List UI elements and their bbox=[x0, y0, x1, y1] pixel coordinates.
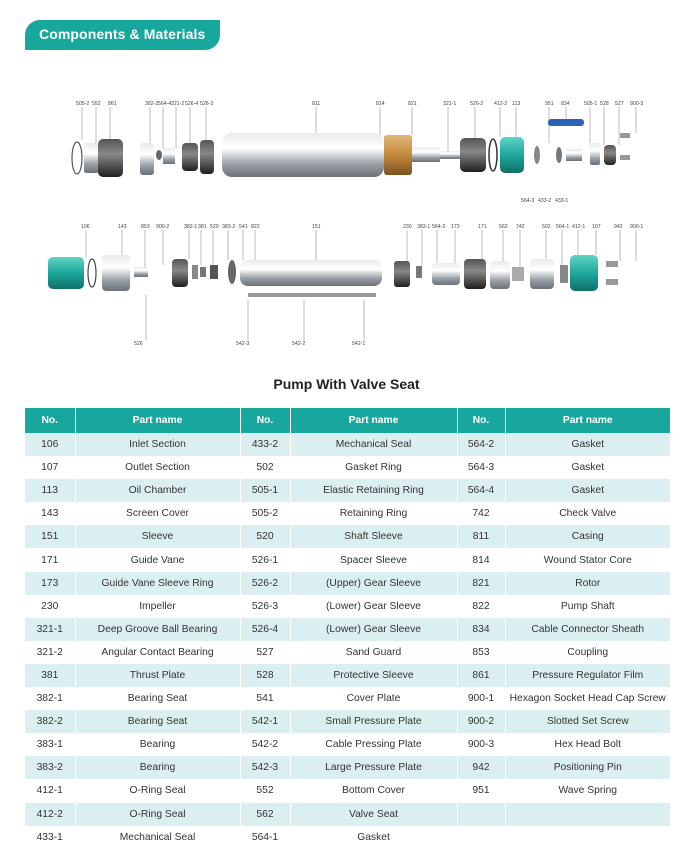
table-row bbox=[25, 525, 670, 548]
part-number-cell: 106 bbox=[25, 433, 75, 456]
part-name-cell: Hexagon Socket Head Cap Screw bbox=[505, 687, 670, 710]
diagram-label: 900-2 bbox=[156, 224, 170, 230]
part-number-cell: 541 bbox=[240, 687, 290, 710]
diagram-label: 107 bbox=[592, 224, 601, 230]
diagram-label: 564-3 bbox=[521, 198, 535, 204]
part-number-cell: 562 bbox=[240, 803, 290, 826]
part-name-cell: Cable Connector Sheath bbox=[505, 618, 670, 641]
diagram-label: 541 bbox=[239, 224, 248, 230]
diagram-label: 564-4 bbox=[158, 101, 172, 107]
part-number-cell: 564-3 bbox=[457, 456, 505, 479]
diagram-label: 113 bbox=[512, 101, 521, 107]
part-number-cell: 502 bbox=[240, 456, 290, 479]
part-number-cell: 520 bbox=[240, 525, 290, 548]
part-number-cell: 526-1 bbox=[240, 548, 290, 571]
diagram-label: 230 bbox=[403, 224, 412, 230]
part-number-cell: 505-1 bbox=[240, 479, 290, 502]
part-number-cell: 321-1 bbox=[25, 618, 75, 641]
diagram-label: 433-1 bbox=[555, 198, 569, 204]
part-number-cell: 151 bbox=[25, 525, 75, 548]
part-name-cell: Bearing Seat bbox=[75, 687, 240, 710]
table-body bbox=[25, 433, 670, 849]
diagram-label: 942 bbox=[614, 224, 623, 230]
part-number-cell: 542-1 bbox=[240, 710, 290, 733]
part-name-cell: Cable Pressing Plate bbox=[290, 733, 457, 756]
table-row bbox=[25, 456, 670, 479]
diagram-label: 814 bbox=[376, 101, 385, 107]
diagram-label: 853 bbox=[141, 224, 150, 230]
part-number-cell: 321-2 bbox=[25, 641, 75, 664]
diagram-label: 505-2 bbox=[76, 101, 90, 107]
table-title: Pump With Valve Seat bbox=[273, 376, 420, 392]
diagram-label: 526 bbox=[134, 341, 143, 347]
diagram-label: 143 bbox=[118, 224, 127, 230]
part-name-cell: Pump Shaft bbox=[505, 595, 670, 618]
part-name-cell: Gasket bbox=[505, 456, 670, 479]
part-number-cell: 528 bbox=[240, 664, 290, 687]
diagram-label: 861 bbox=[108, 101, 117, 107]
diagram-label: 822 bbox=[251, 224, 260, 230]
part-name-cell: (Upper) Gear Sleeve bbox=[290, 572, 457, 595]
column-header-no: No. bbox=[240, 408, 290, 433]
part-number-cell: 107 bbox=[25, 456, 75, 479]
exploded-pump-diagram bbox=[0, 95, 693, 355]
part-name-cell: Bearing bbox=[75, 733, 240, 756]
part-name-cell: Retaining Ring bbox=[290, 502, 457, 525]
part-name-cell: Elastic Retaining Ring bbox=[290, 479, 457, 502]
part-number-cell: 564-2 bbox=[457, 433, 505, 456]
diagram-label: 173 bbox=[451, 224, 460, 230]
diagram-label: 106 bbox=[81, 224, 90, 230]
part-number-cell: 900-1 bbox=[457, 687, 505, 710]
diagram-label: 502 bbox=[542, 224, 551, 230]
table-row bbox=[25, 826, 670, 849]
part-number-cell: 383-2 bbox=[25, 756, 75, 779]
part-number-cell: 526-3 bbox=[240, 595, 290, 618]
part-number-cell: 951 bbox=[457, 779, 505, 802]
part-number-cell: 382-2 bbox=[25, 710, 75, 733]
part-name-cell: Shaft Sleeve bbox=[290, 525, 457, 548]
part-name-cell: Check Valve bbox=[505, 502, 670, 525]
part-number-cell: 381 bbox=[25, 664, 75, 687]
part-name-cell: Pressure Regulator Film bbox=[505, 664, 670, 687]
part-name-cell: Hex Head Bolt bbox=[505, 733, 670, 756]
table-header-row bbox=[25, 408, 670, 433]
part-name-cell: O-Ring Seal bbox=[75, 803, 240, 826]
diagram-label: 542-3 bbox=[236, 341, 250, 347]
part-number-cell: 564-4 bbox=[457, 479, 505, 502]
diagram-label: 528 bbox=[600, 101, 609, 107]
part-number-cell: 143 bbox=[25, 502, 75, 525]
diagram-label: 151 bbox=[312, 224, 321, 230]
diagram-label: 742 bbox=[516, 224, 525, 230]
part-name-cell bbox=[505, 803, 670, 826]
part-name-cell: Large Pressure Plate bbox=[290, 756, 457, 779]
part-name-cell: Gasket bbox=[505, 433, 670, 456]
parts-table bbox=[25, 408, 670, 849]
part-name-cell: Small Pressure Plate bbox=[290, 710, 457, 733]
part-number-cell: 942 bbox=[457, 756, 505, 779]
part-name-cell: Oil Chamber bbox=[75, 479, 240, 502]
part-name-cell: Protective Sleeve bbox=[290, 664, 457, 687]
part-name-cell: Angular Contact Bearing bbox=[75, 641, 240, 664]
part-number-cell: 542-3 bbox=[240, 756, 290, 779]
part-number-cell: 173 bbox=[25, 572, 75, 595]
part-number-cell: 900-2 bbox=[457, 710, 505, 733]
table-row bbox=[25, 479, 670, 502]
part-name-cell: Spacer Sleeve bbox=[290, 548, 457, 571]
part-name-cell: Outlet Section bbox=[75, 456, 240, 479]
diagram-label: 562 bbox=[499, 224, 508, 230]
part-name-cell: Thrust Plate bbox=[75, 664, 240, 687]
diagram-label: 900-3 bbox=[630, 101, 644, 107]
column-header-part-name: Part name bbox=[505, 408, 670, 433]
part-number-cell: 433-1 bbox=[25, 826, 75, 849]
part-name-cell: Casing bbox=[505, 525, 670, 548]
part-number-cell: 811 bbox=[457, 525, 505, 548]
diagram-label: 321-1 bbox=[443, 101, 457, 107]
part-number-cell: 821 bbox=[457, 572, 505, 595]
diagram-label: 526-2 bbox=[470, 101, 484, 107]
table-row bbox=[25, 779, 670, 802]
part-number-cell: 552 bbox=[240, 779, 290, 802]
part-name-cell: Bottom Cover bbox=[290, 779, 457, 802]
top-assembly bbox=[72, 119, 630, 177]
part-name-cell: Guide Vane bbox=[75, 548, 240, 571]
part-number-cell: 542-2 bbox=[240, 733, 290, 756]
diagram-label: 951 bbox=[545, 101, 554, 107]
part-name-cell: O-Ring Seal bbox=[75, 779, 240, 802]
table-row bbox=[25, 618, 670, 641]
table-row bbox=[25, 733, 670, 756]
column-header-no: No. bbox=[25, 408, 75, 433]
part-number-cell: 526-4 bbox=[240, 618, 290, 641]
part-name-cell: Valve Seat bbox=[290, 803, 457, 826]
diagram-label: 505-1 bbox=[584, 101, 598, 107]
table-row bbox=[25, 433, 670, 456]
diagram-label: 382-1 bbox=[184, 224, 198, 230]
part-name-cell: Impeller bbox=[75, 595, 240, 618]
part-number-cell: 814 bbox=[457, 548, 505, 571]
diagram-label: 382-2 bbox=[145, 101, 159, 107]
part-name-cell: Screen Cover bbox=[75, 502, 240, 525]
part-name-cell: Inlet Section bbox=[75, 433, 240, 456]
part-number-cell: 853 bbox=[457, 641, 505, 664]
diagram-label: 526-3 bbox=[200, 101, 214, 107]
part-name-cell: Rotor bbox=[505, 572, 670, 595]
diagram-label: 564-2 bbox=[432, 224, 446, 230]
part-number-cell: 861 bbox=[457, 664, 505, 687]
table-row bbox=[25, 756, 670, 779]
table-row bbox=[25, 803, 670, 826]
part-name-cell: Deep Groove Ball Bearing bbox=[75, 618, 240, 641]
diagram-label: 821 bbox=[408, 101, 417, 107]
part-number-cell: 564-1 bbox=[240, 826, 290, 849]
part-name-cell: Sand Guard bbox=[290, 641, 457, 664]
diagram-label: 412-1 bbox=[572, 224, 586, 230]
part-number-cell bbox=[457, 826, 505, 849]
table-row bbox=[25, 548, 670, 571]
section-header bbox=[25, 20, 220, 50]
part-number-cell: 171 bbox=[25, 548, 75, 571]
diagram-label: 383-2 bbox=[222, 224, 236, 230]
part-name-cell bbox=[505, 826, 670, 849]
table-row bbox=[25, 572, 670, 595]
part-number-cell bbox=[457, 803, 505, 826]
part-name-cell: Guide Vane Sleeve Ring bbox=[75, 572, 240, 595]
part-name-cell: Bearing bbox=[75, 756, 240, 779]
diagram-label: 552 bbox=[92, 101, 101, 107]
part-number-cell: 412-2 bbox=[25, 803, 75, 826]
part-name-cell: Gasket bbox=[290, 826, 457, 849]
diagram-label: 321-2 bbox=[171, 101, 185, 107]
part-name-cell: Gasket Ring bbox=[290, 456, 457, 479]
diagram-label: 811 bbox=[312, 101, 321, 107]
table-row bbox=[25, 710, 670, 733]
column-header-no: No. bbox=[457, 408, 505, 433]
table-row bbox=[25, 595, 670, 618]
part-name-cell: Coupling bbox=[505, 641, 670, 664]
bottom-assembly bbox=[48, 255, 618, 297]
part-name-cell: Gasket bbox=[505, 479, 670, 502]
part-number-cell: 742 bbox=[457, 502, 505, 525]
part-name-cell: Mechanical Seal bbox=[290, 433, 457, 456]
part-name-cell: (Lower) Gear Sleeve bbox=[290, 618, 457, 641]
diagram-label: 383-1 bbox=[417, 224, 431, 230]
table-row bbox=[25, 687, 670, 710]
part-number-cell: 412-1 bbox=[25, 779, 75, 802]
column-header-part-name: Part name bbox=[75, 408, 240, 433]
part-number-cell: 433-2 bbox=[240, 433, 290, 456]
diagram-label: 412-2 bbox=[494, 101, 508, 107]
part-number-cell: 822 bbox=[457, 595, 505, 618]
part-number-cell: 230 bbox=[25, 595, 75, 618]
diagram-label: 171 bbox=[478, 224, 487, 230]
diagram-label: 526-4 bbox=[185, 101, 199, 107]
part-number-cell: 527 bbox=[240, 641, 290, 664]
part-number-cell: 505-2 bbox=[240, 502, 290, 525]
part-name-cell: Cover Plate bbox=[290, 687, 457, 710]
table-row bbox=[25, 664, 670, 687]
diagram-label: 520 bbox=[210, 224, 219, 230]
part-name-cell: Mechanical Seal bbox=[75, 826, 240, 849]
diagram-label: 542-2 bbox=[292, 341, 306, 347]
part-name-cell: Wave Spring bbox=[505, 779, 670, 802]
part-number-cell: 526-2 bbox=[240, 572, 290, 595]
part-name-cell: (Lower) Gear Sleeve bbox=[290, 595, 457, 618]
section-title: Components & Materials bbox=[39, 26, 206, 42]
part-number-cell: 900-3 bbox=[457, 733, 505, 756]
part-number-cell: 834 bbox=[457, 618, 505, 641]
part-name-cell: Wound Stator Core bbox=[505, 548, 670, 571]
part-number-cell: 383-1 bbox=[25, 733, 75, 756]
diagram-label: 542-1 bbox=[352, 341, 366, 347]
part-number-cell: 382-1 bbox=[25, 687, 75, 710]
table-row bbox=[25, 641, 670, 664]
column-header-part-name: Part name bbox=[290, 408, 457, 433]
diagram-label: 433-2 bbox=[538, 198, 552, 204]
diagram-label: 834 bbox=[561, 101, 570, 107]
part-name-cell: Bearing Seat bbox=[75, 710, 240, 733]
part-name-cell: Positioning Pin bbox=[505, 756, 670, 779]
diagram-label: 564-1 bbox=[556, 224, 570, 230]
diagram-label: 900-1 bbox=[630, 224, 644, 230]
diagram-label: 527 bbox=[615, 101, 624, 107]
table-row bbox=[25, 502, 670, 525]
part-name-cell: Sleeve bbox=[75, 525, 240, 548]
part-name-cell: Slotted Set Screw bbox=[505, 710, 670, 733]
diagram-label: 381 bbox=[198, 224, 207, 230]
part-number-cell: 113 bbox=[25, 479, 75, 502]
